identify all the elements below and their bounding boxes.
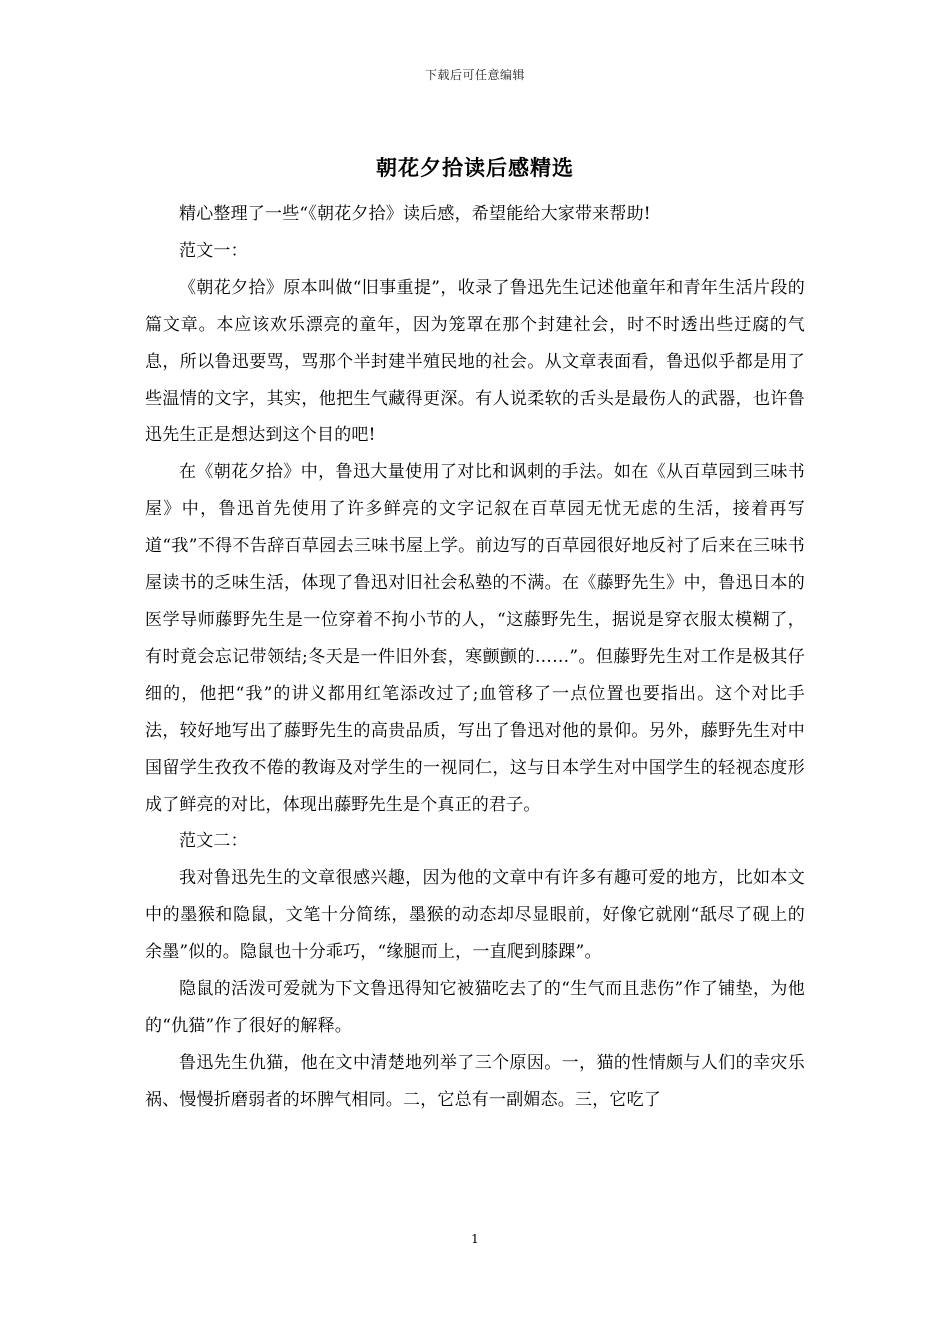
body-paragraph: 隐鼠的活泼可爱就为下文鲁迅得知它被猫吃去了的“生气而且悲伤”作了铺垫，为他的“仇猫”作了很好的解释。 — [145, 979, 805, 1036]
body-paragraph: 我对鲁迅先生的文章很感兴趣，因为他的文章中有许多有趣可爱的地方，比如本文中的墨猴和隐鼠，文笔十分简练，墨猴的动态却尽显眼前，好像它就刚“舐尽了砚上的余墨”似的。隐鼠也十分乖巧，“缘腿而上，一直爬到膝踝”。 — [145, 868, 805, 963]
document-body — [145, 196, 805, 1119]
body-paragraph: 《朝花夕拾》原本叫做“旧事重提”，收录了鲁迅先生记述他童年和青年生活片段的篇文章。本应该欢乐漂亮的童年，因为笼罩在那个封建社会，时不时透出些迂腐的气息，所以鲁迅要骂，骂那个半封建半殖民地的社会。从文章表面看，鲁迅似乎都是用了些温情的文字，其实，他把生气藏得更深。有人说柔软的舌头是最伤人的武器，也许鲁迅先生正是想达到这个目的吧! — [145, 277, 805, 446]
body-paragraph: 在《朝花夕拾》中，鲁迅大量使用了对比和讽刺的手法。如在《从百草园到三味书屋》中，鲁迅首先使用了许多鲜亮的文字记叙在百草园无忧无虑的生活，接着再写道“我”不得不告辞百草园去三味书屋上学。前边写的百草园很好地反衬了后来在三味书屋读书的乏味生活，体现了鲁迅对旧社会私塾的不满。在《藤野先生》中，鲁迅日本的医学导师藤野先生是一位穿着不拘小节的人，“这藤野先生，据说是穿衣服太模糊了，有时竟会忘记带领结;冬天是一件旧外套，寒颤颤的……”。但藤野先生对工作是极其仔细的，他把“我”的讲义都用红笔添改过了;血管移了一点位置也要指出。这个对比手法，较好地写出了藤野先生的高贵品质，写出了鲁迅对他的景仰。另外，藤野先生对中国留学生孜孜不倦的教诲及对学生的一视同仁，这与日本学生对中国学生的轻视态度形成了鲜亮的对比，体现出藤野先生是个真正的君子。 — [145, 462, 805, 815]
page-header-note: 下载后可任意编辑 — [424, 68, 525, 82]
document-title: 朝花夕拾读后感精选 — [376, 155, 574, 180]
page-number: 1 — [471, 1232, 479, 1246]
section-heading-sample-one: 范文一： — [179, 240, 248, 261]
section-heading-sample-two: 范文二： — [179, 831, 248, 852]
intro-paragraph: 精心整理了一些“《朝花夕拾》读后感，希望能给大家带来帮助! — [179, 204, 651, 224]
body-paragraph: 鲁迅先生仇猫，他在文中清楚地列举了三个原因。一，猫的性情颇与人们的幸灾乐祸、慢慢折磨弱者的坏脾气相同。二，它总有一副媚态。三，它吃了 — [145, 1052, 805, 1110]
